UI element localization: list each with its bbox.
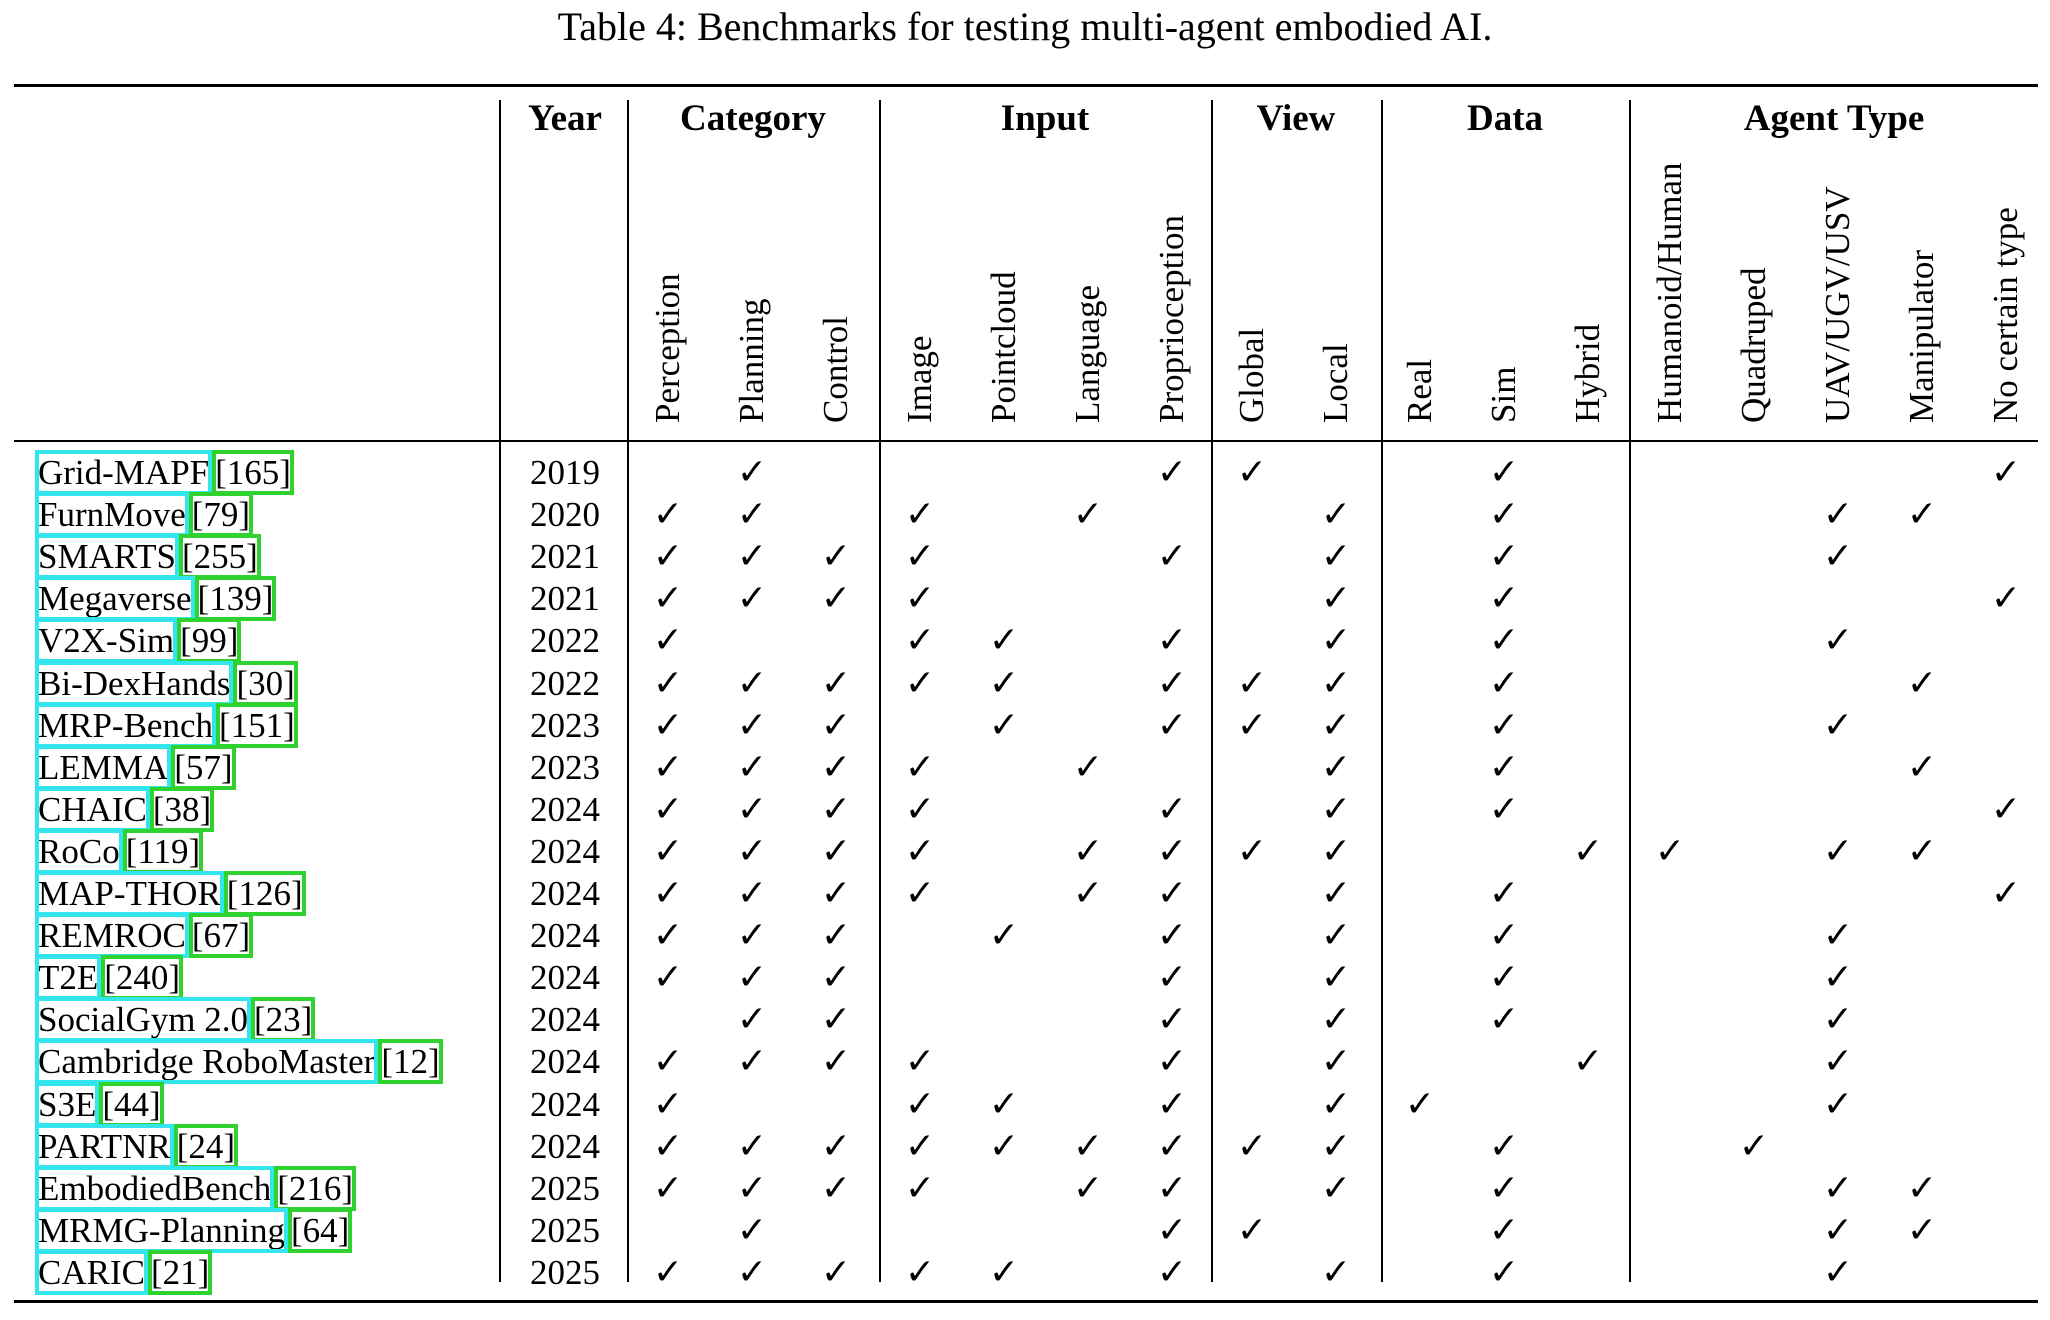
top-rule — [14, 84, 2038, 87]
bottom-rule — [14, 1300, 2038, 1303]
checkmark-manipulator: ✓ — [1906, 494, 1938, 536]
checkmark-sim: ✓ — [1488, 1251, 1520, 1293]
group-header-category: Category — [680, 98, 826, 139]
citation-link[interactable]: [21] — [150, 1252, 210, 1292]
checkmark-global: ✓ — [1236, 704, 1268, 746]
checkmark-local: ✓ — [1320, 873, 1352, 914]
checkmark-sim: ✓ — [1488, 578, 1520, 620]
checkmark-perception: ✓ — [652, 1083, 684, 1125]
checkmark-perception: ✓ — [652, 746, 684, 788]
benchmark-name: MAP-THOR — [38, 874, 221, 913]
year-cell: 2024 — [530, 831, 600, 871]
checkmark-proprioception: ✓ — [1156, 704, 1188, 746]
benchmark-cell — [38, 957, 180, 999]
citation-link[interactable]: [24] — [176, 1126, 236, 1166]
checkmark-quadruped: ✓ — [1738, 1125, 1770, 1167]
table-caption: Table 4: Benchmarks for testing multi-agent embodied AI. — [557, 4, 1493, 49]
checkmark-control: ✓ — [820, 704, 852, 746]
checkmark-manipulator: ✓ — [1906, 662, 1938, 704]
checkmark-planning: ✓ — [736, 873, 768, 914]
checkmark-sim: ✓ — [1488, 620, 1520, 662]
year-cell: 2024 — [530, 958, 600, 998]
checkmark-planning: ✓ — [736, 494, 768, 536]
checkmark-local: ✓ — [1320, 999, 1352, 1041]
column-header-label: Proprioception — [1152, 214, 1191, 423]
checkmark-planning: ✓ — [736, 1125, 768, 1167]
checkmark-local: ✓ — [1320, 830, 1352, 872]
benchmark-name: MRP-Bench — [38, 705, 213, 745]
citation-link[interactable]: [240] — [104, 958, 181, 998]
checkmark-pointcloud: ✓ — [988, 915, 1020, 957]
benchmark-name: LEMMA — [38, 747, 169, 787]
checkmark-manipulator: ✓ — [1906, 830, 1938, 872]
benchmark-cell — [38, 999, 312, 1041]
checkmark-image: ✓ — [904, 578, 936, 620]
checkmark-uav-ugv-usv: ✓ — [1822, 1209, 1854, 1251]
table-row — [0, 1126, 2050, 1168]
benchmark-name: EmbodiedBench — [38, 1168, 272, 1208]
checkmark-sim: ✓ — [1488, 746, 1520, 788]
checkmark-pointcloud: ✓ — [988, 620, 1020, 662]
checkmark-manipulator: ✓ — [1906, 746, 1938, 788]
table-row — [0, 663, 2050, 705]
checkmark-uav-ugv-usv: ✓ — [1822, 704, 1854, 746]
checkmark-control: ✓ — [820, 578, 852, 620]
checkmark-uav-ugv-usv: ✓ — [1822, 1251, 1854, 1293]
benchmark-cell — [38, 873, 303, 915]
checkmark-sim: ✓ — [1488, 788, 1520, 830]
checkmark-global: ✓ — [1236, 1125, 1268, 1167]
checkmark-sim: ✓ — [1488, 915, 1520, 957]
benchmark-name: SMARTS — [38, 537, 176, 577]
column-header-label: Humanoid/Human — [1650, 162, 1689, 423]
column-header-label: Perception — [648, 273, 687, 423]
checkmark-local: ✓ — [1320, 1083, 1352, 1125]
benchmark-cell — [38, 1168, 353, 1210]
citation-link[interactable]: [64] — [290, 1210, 350, 1250]
checkmark-planning: ✓ — [736, 578, 768, 620]
year-header: Year — [528, 98, 602, 139]
checkmark-image: ✓ — [904, 873, 936, 914]
year-cell: 2023 — [530, 705, 600, 745]
checkmark-image: ✓ — [904, 746, 936, 788]
benchmark-cell — [38, 452, 291, 494]
checkmark-control: ✓ — [820, 788, 852, 830]
checkmark-planning: ✓ — [736, 1209, 768, 1251]
checkmark-language: ✓ — [1072, 830, 1104, 872]
benchmark-name: CHAIC — [38, 789, 147, 829]
checkmark-control: ✓ — [820, 999, 852, 1041]
checkmark-proprioception: ✓ — [1156, 536, 1188, 578]
citation-link[interactable]: [255] — [181, 537, 258, 577]
checkmark-image: ✓ — [904, 1167, 936, 1209]
column-header-label: Planning — [732, 298, 771, 423]
year-cell: 2021 — [530, 537, 600, 577]
checkmark-language: ✓ — [1072, 873, 1104, 914]
checkmark-sim: ✓ — [1488, 999, 1520, 1041]
checkmark-perception: ✓ — [652, 620, 684, 662]
benchmark-cell — [38, 789, 211, 831]
benchmark-name: Megaverse — [38, 579, 192, 619]
checkmark-pointcloud: ✓ — [988, 1251, 1020, 1293]
column-header-label: Local — [1316, 343, 1355, 423]
year-cell: 2025 — [530, 1168, 600, 1208]
checkmark-image: ✓ — [904, 620, 936, 662]
checkmark-proprioception: ✓ — [1156, 1251, 1188, 1293]
checkmark-pointcloud: ✓ — [988, 704, 1020, 746]
checkmark-proprioception: ✓ — [1156, 1209, 1188, 1251]
checkmark-perception: ✓ — [652, 957, 684, 999]
benchmark-name: V2X-Sim — [38, 621, 175, 661]
checkmark-hybrid: ✓ — [1572, 1041, 1604, 1083]
year-cell: 2022 — [530, 621, 600, 661]
checkmark-planning: ✓ — [736, 704, 768, 746]
checkmark-local: ✓ — [1320, 1041, 1352, 1083]
column-header-label: Language — [1068, 285, 1107, 423]
year-cell: 2025 — [530, 1210, 600, 1250]
year-cell: 2025 — [530, 1252, 600, 1292]
checkmark-control: ✓ — [820, 1041, 852, 1083]
checkmark-proprioception: ✓ — [1156, 620, 1188, 662]
benchmark-cell — [38, 1252, 209, 1294]
checkmark-proprioception: ✓ — [1156, 1041, 1188, 1083]
benchmark-cell — [38, 831, 200, 873]
benchmark-name: PARTNR — [38, 1126, 171, 1166]
checkmark-planning: ✓ — [736, 1251, 768, 1293]
benchmark-cell — [38, 663, 295, 705]
table-row — [0, 620, 2050, 662]
checkmark-control: ✓ — [820, 1167, 852, 1209]
checkmark-image: ✓ — [904, 1083, 936, 1125]
benchmark-cell — [38, 578, 273, 620]
benchmark-cell — [38, 1084, 161, 1126]
column-header-label: Global — [1232, 327, 1271, 423]
checkmark-planning: ✓ — [736, 999, 768, 1041]
checkmark-pointcloud: ✓ — [988, 662, 1020, 704]
checkmark-perception: ✓ — [652, 1167, 684, 1209]
table-row — [0, 536, 2050, 578]
year-cell: 2024 — [530, 1084, 600, 1124]
checkmark-manipulator: ✓ — [1906, 1167, 1938, 1209]
checkmark-global: ✓ — [1236, 662, 1268, 704]
checkmark-no-certain-type: ✓ — [1990, 873, 2022, 914]
benchmark-name: MRMG-Planning — [38, 1210, 285, 1250]
citation-link[interactable]: [165] — [215, 453, 291, 492]
table-row — [0, 873, 2050, 915]
checkmark-hybrid: ✓ — [1572, 830, 1604, 872]
checkmark-control: ✓ — [820, 746, 852, 788]
column-header-label: Control — [816, 316, 855, 423]
checkmark-perception: ✓ — [652, 704, 684, 746]
checkmark-sim: ✓ — [1488, 873, 1520, 914]
benchmark-cell — [38, 1126, 235, 1168]
checkmark-proprioception: ✓ — [1156, 915, 1188, 957]
citation-link[interactable]: [44] — [102, 1084, 161, 1124]
checkmark-local: ✓ — [1320, 788, 1352, 830]
checkmark-no-certain-type: ✓ — [1990, 578, 2022, 620]
table-row — [0, 1168, 2050, 1210]
checkmark-local: ✓ — [1320, 957, 1352, 999]
citation-link[interactable]: [57] — [174, 747, 233, 787]
checkmark-planning: ✓ — [736, 536, 768, 578]
checkmark-perception: ✓ — [652, 494, 684, 536]
group-header-data: Data — [1466, 98, 1544, 139]
checkmark-uav-ugv-usv: ✓ — [1822, 1083, 1854, 1125]
checkmark-image: ✓ — [904, 830, 936, 872]
checkmark-uav-ugv-usv: ✓ — [1822, 957, 1854, 999]
table-row — [0, 915, 2050, 957]
checkmark-humanoid-human: ✓ — [1654, 830, 1686, 872]
checkmark-image: ✓ — [904, 536, 936, 578]
checkmark-uav-ugv-usv: ✓ — [1822, 494, 1854, 536]
column-header-label: Real — [1400, 358, 1439, 423]
benchmark-name: SocialGym 2.0 — [38, 1000, 248, 1040]
benchmark-cell — [38, 915, 250, 957]
checkmark-proprioception: ✓ — [1156, 1167, 1188, 1209]
checkmark-global: ✓ — [1236, 452, 1268, 493]
year-cell: 2022 — [530, 663, 600, 703]
checkmark-perception: ✓ — [652, 873, 684, 914]
checkmark-local: ✓ — [1320, 1167, 1352, 1209]
checkmark-sim: ✓ — [1488, 1125, 1520, 1167]
checkmark-uav-ugv-usv: ✓ — [1822, 915, 1854, 957]
checkmark-control: ✓ — [820, 873, 852, 914]
checkmark-image: ✓ — [904, 1251, 936, 1293]
checkmark-local: ✓ — [1320, 662, 1352, 704]
year-cell: 2019 — [530, 453, 600, 492]
benchmark-name: RoCo — [38, 831, 120, 871]
checkmark-perception: ✓ — [652, 1251, 684, 1293]
checkmark-uav-ugv-usv: ✓ — [1822, 620, 1854, 662]
table-row — [0, 957, 2050, 999]
checkmark-planning: ✓ — [736, 1041, 768, 1083]
citation-link[interactable]: [23] — [253, 1000, 313, 1040]
checkmark-proprioception: ✓ — [1156, 452, 1188, 493]
checkmark-uav-ugv-usv: ✓ — [1822, 999, 1854, 1041]
checkmark-sim: ✓ — [1488, 704, 1520, 746]
citation-link[interactable]: [216] — [277, 1168, 354, 1208]
table-row — [0, 1041, 2050, 1083]
column-header-label: No certain type — [1986, 207, 2025, 423]
checkmark-image: ✓ — [904, 494, 936, 536]
checkmark-perception: ✓ — [652, 915, 684, 957]
checkmark-language: ✓ — [1072, 1167, 1104, 1209]
checkmark-proprioception: ✓ — [1156, 873, 1188, 914]
benchmark-cell — [38, 620, 238, 662]
checkmark-sim: ✓ — [1488, 452, 1520, 493]
year-cell: 2024 — [530, 789, 600, 829]
benchmark-name: CARIC — [38, 1252, 145, 1292]
checkmark-uav-ugv-usv: ✓ — [1822, 1041, 1854, 1083]
checkmark-sim: ✓ — [1488, 1209, 1520, 1251]
table-row — [0, 705, 2050, 747]
checkmark-perception: ✓ — [652, 1041, 684, 1083]
checkmark-local: ✓ — [1320, 494, 1352, 536]
checkmark-local: ✓ — [1320, 620, 1352, 662]
citation-link[interactable]: [30] — [236, 663, 295, 703]
checkmark-perception: ✓ — [652, 788, 684, 830]
benchmark-cell — [38, 747, 233, 789]
table-row — [0, 747, 2050, 789]
table-row — [0, 1084, 2050, 1126]
benchmark-cell — [38, 494, 250, 536]
benchmark-cell — [38, 536, 258, 578]
checkmark-global: ✓ — [1236, 1209, 1268, 1251]
checkmark-sim: ✓ — [1488, 957, 1520, 999]
column-header-label: Pointcloud — [984, 271, 1023, 423]
table-row — [0, 831, 2050, 873]
checkmark-sim: ✓ — [1488, 494, 1520, 536]
checkmark-real: ✓ — [1404, 1083, 1436, 1125]
checkmark-perception: ✓ — [652, 578, 684, 620]
citation-link[interactable]: [119] — [125, 831, 201, 871]
checkmark-pointcloud: ✓ — [988, 1083, 1020, 1125]
checkmark-perception: ✓ — [652, 830, 684, 872]
checkmark-local: ✓ — [1320, 536, 1352, 578]
table-row — [0, 578, 2050, 620]
benchmark-name: REMROC — [38, 916, 186, 956]
benchmark-cell — [38, 1210, 349, 1252]
checkmark-planning: ✓ — [736, 915, 768, 957]
year-cell: 2024 — [530, 916, 600, 956]
benchmark-name: T2E — [38, 958, 99, 998]
checkmark-local: ✓ — [1320, 578, 1352, 620]
checkmark-control: ✓ — [820, 536, 852, 578]
checkmark-language: ✓ — [1072, 1125, 1104, 1167]
table-row — [0, 1252, 2050, 1294]
checkmark-proprioception: ✓ — [1156, 788, 1188, 830]
checkmark-sim: ✓ — [1488, 1167, 1520, 1209]
checkmark-perception: ✓ — [652, 662, 684, 704]
header-rule — [14, 440, 2038, 442]
checkmark-language: ✓ — [1072, 494, 1104, 536]
checkmark-control: ✓ — [820, 957, 852, 999]
citation-link[interactable]: [67] — [191, 916, 251, 956]
year-cell: 2023 — [530, 747, 600, 787]
column-header-label: UAV/UGV/USV — [1818, 186, 1857, 423]
checkmark-planning: ✓ — [736, 746, 768, 788]
year-cell: 2020 — [530, 495, 600, 535]
checkmark-manipulator: ✓ — [1906, 1209, 1938, 1251]
checkmark-proprioception: ✓ — [1156, 1083, 1188, 1125]
checkmark-control: ✓ — [820, 830, 852, 872]
citation-link[interactable]: [99] — [180, 621, 239, 661]
year-cell: 2024 — [530, 1000, 600, 1040]
checkmark-local: ✓ — [1320, 704, 1352, 746]
citation-link[interactable]: [126] — [226, 874, 303, 913]
checkmark-sim: ✓ — [1488, 662, 1520, 704]
table-row — [0, 452, 2050, 494]
year-cell: 2024 — [530, 1126, 600, 1166]
checkmark-image: ✓ — [904, 1041, 936, 1083]
checkmark-perception: ✓ — [652, 536, 684, 578]
checkmark-local: ✓ — [1320, 1251, 1352, 1293]
checkmark-uav-ugv-usv: ✓ — [1822, 830, 1854, 872]
checkmark-no-certain-type: ✓ — [1990, 452, 2022, 493]
checkmark-proprioception: ✓ — [1156, 662, 1188, 704]
checkmark-language: ✓ — [1072, 746, 1104, 788]
benchmark-name: FurnMove — [38, 495, 186, 535]
checkmark-no-certain-type: ✓ — [1990, 788, 2022, 830]
group-header-input: Input — [1000, 98, 1090, 139]
checkmark-proprioception: ✓ — [1156, 1125, 1188, 1167]
checkmark-control: ✓ — [820, 662, 852, 704]
table-row — [0, 494, 2050, 536]
year-cell: 2024 — [530, 1042, 600, 1082]
table-row — [0, 1210, 2050, 1252]
year-cell: 2024 — [530, 874, 600, 913]
checkmark-image: ✓ — [904, 788, 936, 830]
checkmark-planning: ✓ — [736, 830, 768, 872]
checkmark-control: ✓ — [820, 1251, 852, 1293]
column-header-label: Sim — [1484, 366, 1523, 423]
benchmark-cell — [38, 705, 295, 747]
checkmark-control: ✓ — [820, 915, 852, 957]
checkmark-global: ✓ — [1236, 830, 1268, 872]
checkmark-control: ✓ — [820, 1125, 852, 1167]
citation-link[interactable]: [38] — [152, 789, 212, 829]
benchmark-name: Grid-MAPF — [38, 453, 210, 492]
checkmark-sim: ✓ — [1488, 536, 1520, 578]
benchmark-name: Cambridge RoboMaster — [38, 1042, 376, 1082]
checkmark-pointcloud: ✓ — [988, 1125, 1020, 1167]
checkmark-uav-ugv-usv: ✓ — [1822, 1167, 1854, 1209]
table-row — [0, 999, 2050, 1041]
group-header-view: View — [1256, 98, 1336, 139]
citation-link[interactable]: [12] — [381, 1042, 440, 1082]
group-header-agent-type: Agent Type — [1743, 98, 1925, 139]
checkmark-local: ✓ — [1320, 1125, 1352, 1167]
checkmark-image: ✓ — [904, 1125, 936, 1167]
checkmark-planning: ✓ — [736, 788, 768, 830]
checkmark-planning: ✓ — [736, 1167, 768, 1209]
column-header-label: Manipulator — [1902, 249, 1941, 423]
table-row — [0, 789, 2050, 831]
benchmark-name: Bi-DexHands — [38, 663, 231, 703]
column-header-label: Image — [900, 335, 939, 423]
benchmark-name: S3E — [38, 1084, 97, 1124]
checkmark-uav-ugv-usv: ✓ — [1822, 536, 1854, 578]
year-cell: 2021 — [530, 579, 600, 619]
benchmark-cell — [38, 1041, 440, 1083]
checkmark-proprioception: ✓ — [1156, 830, 1188, 872]
checkmark-proprioception: ✓ — [1156, 999, 1188, 1041]
checkmark-perception: ✓ — [652, 1125, 684, 1167]
checkmark-local: ✓ — [1320, 915, 1352, 957]
citation-link[interactable]: [139] — [197, 579, 274, 619]
column-header-label: Hybrid — [1568, 323, 1607, 423]
citation-link[interactable]: [79] — [191, 495, 251, 535]
checkmark-planning: ✓ — [736, 662, 768, 704]
checkmark-image: ✓ — [904, 662, 936, 704]
checkmark-local: ✓ — [1320, 746, 1352, 788]
checkmark-planning: ✓ — [736, 452, 768, 493]
citation-link[interactable]: [151] — [219, 705, 295, 745]
checkmark-planning: ✓ — [736, 957, 768, 999]
column-header-label: Quadruped — [1734, 267, 1773, 423]
checkmark-proprioception: ✓ — [1156, 957, 1188, 999]
